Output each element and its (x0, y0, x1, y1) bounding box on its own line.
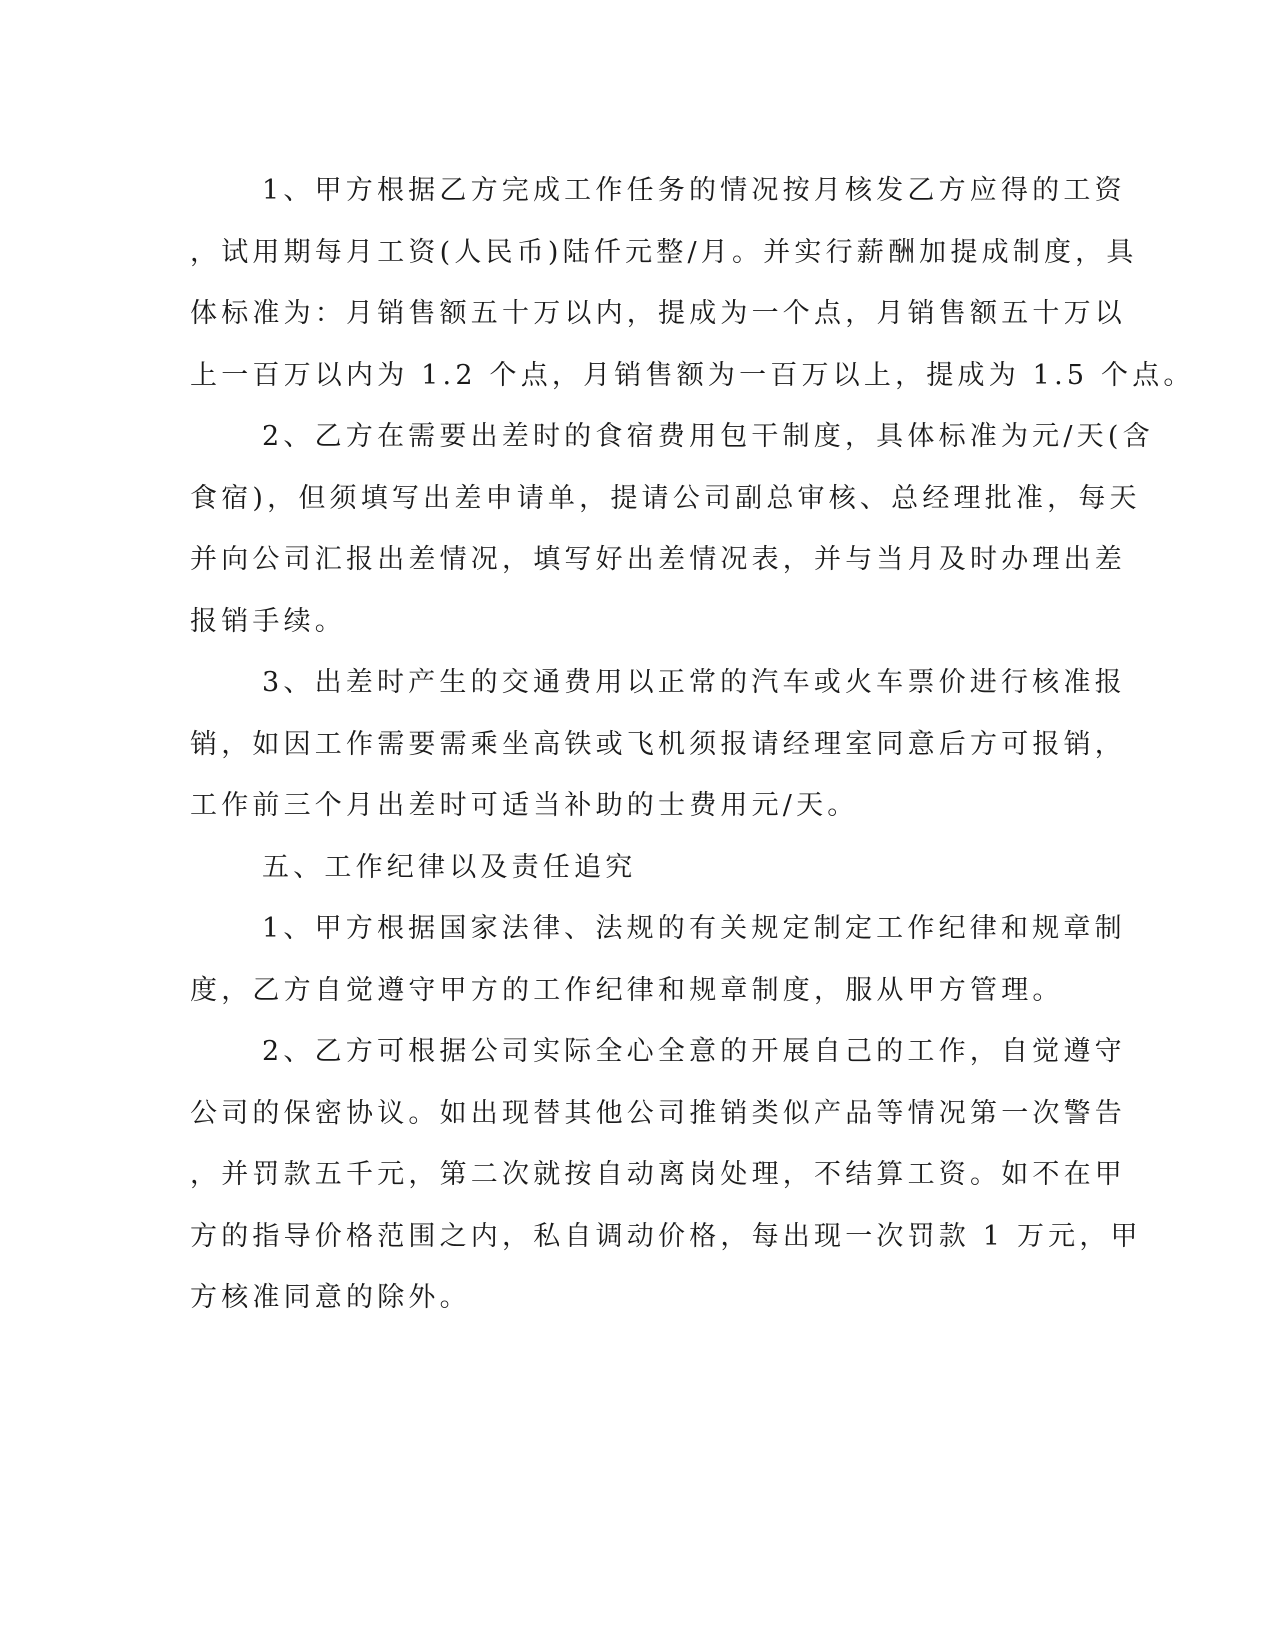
paragraph-line: 报销手续。 (190, 605, 346, 637)
paragraph-line: 工作前三个月出差时可适当补助的士费用元/天。 (190, 790, 859, 821)
paragraph-line: 2、乙方可根据公司实际全心全意的开展自己的工作，自觉遵守 (262, 1036, 1126, 1067)
paragraph-line: 方核准同意的除外。 (190, 1282, 471, 1313)
paragraph-line: 2、乙方在需要出差时的食宿费用包干制度，具体标准为元/天(含 (262, 421, 1154, 452)
paragraph-line: 1、甲方根据国家法律、法规的有关规定制定工作纪律和规章制 (262, 913, 1126, 944)
document-body (190, 160, 1195, 1329)
paragraph-line: 食宿)，但须填写出差申请单，提请公司副总审核、总经理批准，每天 (190, 482, 1141, 514)
paragraph-line: 方的指导价格范围之内，私自调动价格，每出现一次罚款 1 万元，甲 (190, 1220, 1142, 1252)
paragraph-line: 体标准为：月销售额五十万以内，提成为一个点，月销售额五十万以 (190, 298, 1126, 329)
section-heading: 五、工作纪律以及责任追究 (262, 851, 637, 883)
paragraph-line: 上一百万以内为 1.2 个点，月销售额为一百万以上，提成为 1.5 个点。 (190, 359, 1195, 391)
paragraph-line: 公司的保密协议。如出现替其他公司推销类似产品等情况第一次警告 (190, 1097, 1126, 1129)
paragraph-line: 销，如因工作需要需乘坐高铁或飞机须报请经理室同意后方可报销， (190, 728, 1126, 760)
paragraph-line: ，并罚款五千元，第二次就按自动离岗处理，不结算工资。如不在甲 (190, 1159, 1126, 1190)
paragraph-line: 3、出差时产生的交通费用以正常的汽车或火车票价进行核准报 (262, 667, 1126, 698)
paragraph-line: ，试用期每月工资(人民币)陆仟元整/月。并实行薪酬加提成制度，具 (190, 236, 1138, 268)
paragraph-line: 1、甲方根据乙方完成工作任务的情况按月核发乙方应得的工资 (262, 175, 1126, 206)
paragraph-line: 度，乙方自觉遵守甲方的工作纪律和规章制度，服从甲方管理。 (190, 974, 1064, 1006)
paragraph-line: 并向公司汇报出差情况，填写好出差情况表，并与当月及时办理出差 (190, 544, 1126, 575)
